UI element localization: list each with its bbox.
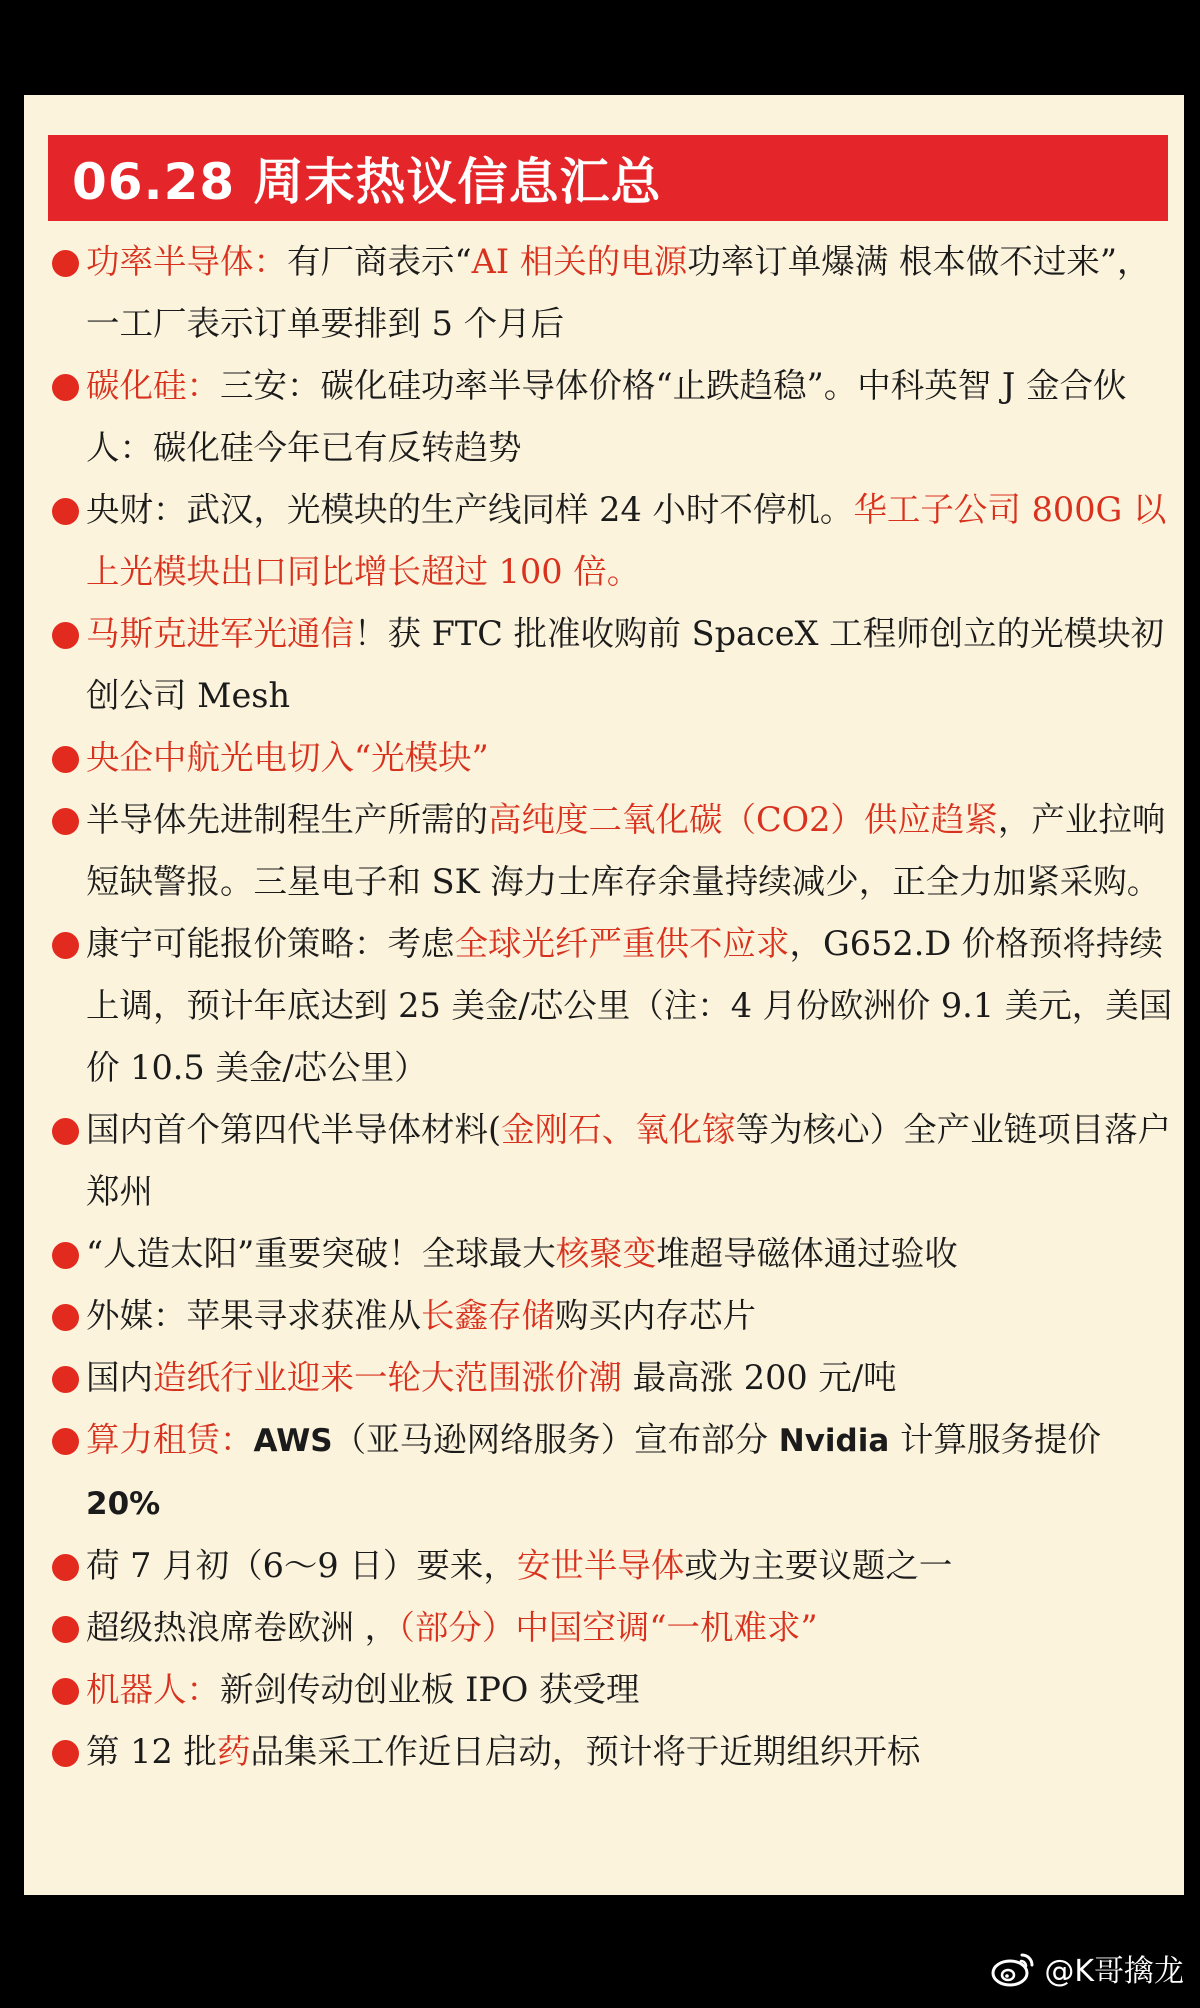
bullet-icon xyxy=(52,1428,79,1455)
highlight-text: 华工子公司 800G 以上光模块出口同比增长超过 100 倍。 xyxy=(86,490,1167,591)
highlight-text: 造纸行业迎来一轮大范围涨价潮 xyxy=(153,1358,622,1397)
item-text: 外媒：苹果寻求获准从 xyxy=(86,1296,421,1335)
item-text: 计算服务提价 xyxy=(889,1420,1101,1459)
highlight-text: 长鑫存储 xyxy=(421,1296,555,1335)
item-text: 20% xyxy=(86,1486,161,1522)
highlight-text: AI 相关的电源 xyxy=(471,242,688,281)
bullet-icon xyxy=(52,622,79,649)
item-text: 第 12 批 xyxy=(86,1732,217,1771)
bullet-icon xyxy=(52,1740,79,1767)
news-list xyxy=(50,231,1180,1783)
bullet-icon xyxy=(52,1616,79,1643)
item-text: 功率订单爆满 根本做不过来”，一工厂表示订单要排到 5 个月后 xyxy=(86,242,1151,343)
list-item xyxy=(50,355,1180,479)
list-item xyxy=(50,1285,1180,1347)
item-text: ，G652.D 价格预将持续上调，预计年底达到 25 美金/芯公里（注：4 月份欧洲价 9.1 美元，美国价 10.5 美金/芯公里） xyxy=(86,924,1173,1087)
bullet-icon xyxy=(52,374,79,401)
list-item xyxy=(50,1347,1180,1409)
item-text: ！获 FTC 批准收购前 SpaceX 工程师创立的光模块初创公司 Mesh xyxy=(86,614,1165,715)
bullet-icon xyxy=(52,1554,79,1581)
list-item xyxy=(50,1535,1180,1597)
list-item xyxy=(50,913,1180,1099)
highlight-text: 马斯克进军光通信 xyxy=(86,614,354,653)
item-text: “人造太阳”重要突破！全球最大 xyxy=(86,1234,556,1273)
item-text: ，产业拉响短缺警报。三星电子和 SK 海力士库存余量持续减少，正全力加紧采购。 xyxy=(86,800,1166,901)
highlight-text: 安世半导体 xyxy=(516,1546,685,1585)
title-bar xyxy=(48,135,1168,221)
item-text: 或为主要议题之一 xyxy=(684,1546,953,1585)
item-text: 三安：碳化硅功率半导体价格“止跌趋稳”。中科英智 J 金合伙人：碳化硅今年已有反转趋势 xyxy=(86,366,1127,467)
item-text: （亚马逊网络服务）宣布部分 xyxy=(332,1420,779,1459)
item-text: 新剑传动创业板 IPO 获受理 xyxy=(220,1670,640,1709)
list-item xyxy=(50,727,1180,789)
item-text: 荷 7 月初（6～9 日）要来， xyxy=(86,1546,517,1585)
list-item xyxy=(50,789,1180,913)
highlight-text: 算力租赁： xyxy=(86,1420,254,1459)
item-text: 购买内存芯片 xyxy=(555,1296,756,1335)
item-text: 堆超导磁体通过验收 xyxy=(656,1234,958,1273)
highlight-text: 功率半导体： xyxy=(86,242,287,281)
bullet-icon xyxy=(52,808,79,835)
bullet-icon xyxy=(52,1118,79,1145)
bullet-icon xyxy=(52,498,79,525)
watermark-text: @K哥擒龙 xyxy=(1044,1954,1184,1989)
list-item xyxy=(50,1659,1180,1721)
bullet-icon xyxy=(52,746,79,773)
item-text: AWS xyxy=(253,1423,333,1459)
item-text: 等为核心）全产业链项目落户郑州 xyxy=(86,1110,1172,1211)
list-item xyxy=(50,1597,1180,1659)
highlight-text: 碳化硅： xyxy=(86,366,220,405)
bullet-icon xyxy=(52,932,79,959)
page-title: 06.28 周末热议信息汇总 xyxy=(72,153,662,211)
highlight-text: 央企中航光电切入“光模块” xyxy=(86,738,489,777)
bullet-icon xyxy=(52,1242,79,1269)
list-item xyxy=(50,1099,1180,1223)
bullet-icon xyxy=(52,250,79,277)
item-text: 康宁可能报价策略：考虑 xyxy=(86,924,455,963)
weibo-icon xyxy=(990,1949,1036,1987)
highlight-text: 机器人： xyxy=(86,1670,220,1709)
item-text: 品集采工作近日启动，预计将于近期组织开标 xyxy=(250,1732,921,1771)
watermark xyxy=(990,1946,1184,1990)
list-item xyxy=(50,1409,1180,1535)
item-text: 超级热浪席卷欧洲 ， xyxy=(86,1608,399,1647)
highlight-text: 核聚变 xyxy=(555,1234,657,1273)
item-text: 半导体先进制程生产所需的 xyxy=(86,800,488,839)
highlight-text: 全球光纤严重供不应求 xyxy=(454,924,790,963)
list-item xyxy=(50,1223,1180,1285)
item-text: 最高涨 200 元/吨 xyxy=(622,1358,897,1397)
bullet-icon xyxy=(52,1678,79,1705)
news-card xyxy=(24,95,1184,1895)
list-item xyxy=(50,479,1180,603)
bullet-icon xyxy=(52,1366,79,1393)
item-text: 有厂商表示“ xyxy=(287,242,472,281)
highlight-text: 金刚石、氧化镓 xyxy=(501,1110,736,1149)
list-item xyxy=(50,1721,1180,1783)
item-text: 国内首个第四代半导体材料( xyxy=(86,1110,502,1149)
highlight-text: （部分）中国空调“一机难求” xyxy=(398,1608,818,1647)
item-text: Nvidia xyxy=(778,1423,890,1459)
highlight-text: 高纯度二氧化碳（CO2）供应趋紧 xyxy=(488,800,998,839)
highlight-text: 药 xyxy=(216,1732,251,1771)
list-item xyxy=(50,603,1180,727)
bullet-icon xyxy=(52,1304,79,1331)
item-text: 国内 xyxy=(86,1358,153,1397)
item-text: 央财：武汉，光模块的生产线同样 24 小时不停机。 xyxy=(86,490,854,529)
list-item xyxy=(50,231,1180,355)
